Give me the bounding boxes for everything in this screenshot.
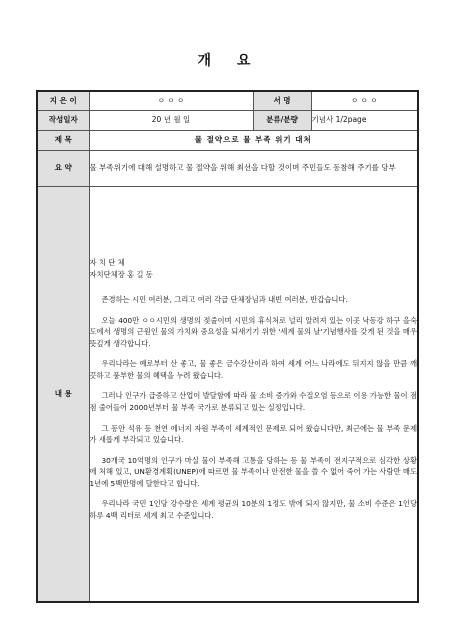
title-char-1: 개 bbox=[197, 53, 213, 69]
content-row bbox=[37, 186, 418, 602]
summary-form-table bbox=[36, 90, 419, 603]
page-title bbox=[0, 50, 450, 70]
subject-row bbox=[37, 130, 418, 150]
content-label: 내 용 bbox=[37, 186, 89, 602]
speaker-org: 자 치 단 체 bbox=[89, 258, 125, 268]
paragraph-7: 우리나라 국민 1인당 강수량은 세계 평균의 10분의 1정도 밖에 되지 않지만, 물 소비 수준은 1인당 하루 4백 리터로 세계 최고 수준입니다. bbox=[89, 499, 418, 520]
paragraph-5: 그 동안 석유 등 천연 에너지 자원 부족이 세계적인 문제로 되어 왔습니다만, 최근에는 물 부족 문제가 새롭게 부각되고 있습니다. bbox=[89, 423, 418, 445]
subject-label: 제 목 bbox=[37, 130, 89, 150]
author-value: ㅇ ㅇ ㅇ bbox=[89, 91, 253, 110]
signature-label: 서 명 bbox=[253, 91, 311, 110]
date-value: 20 년 월 일 bbox=[89, 110, 253, 130]
author-row bbox=[37, 91, 418, 110]
paragraph-4: 그러나 인구가 급증하고 산업이 발달함에 따라 물 소비 증가와 수질오염 등으로 이용 가능한 물이 점점 줄어들어 2000년부터 물 부족 국가로 분류되고 있는 실정입니다. bbox=[89, 391, 418, 412]
title-char-2: 요 bbox=[237, 53, 253, 69]
author-label: 지 은 이 bbox=[37, 91, 89, 110]
paragraph-6: 30개국 10억명의 인구가 마실 물이 부족해 고통을 당하는 등 물 부족이 전지구적으로 심각한 상황에 처해 있고, UN환경계획(UNEP)에 따르면 물 부족이나 안전한 물을 쓸 수 없어 죽어 가는 사람만 매도 1년에 5백만명에 달한다고 합니다. bbox=[89, 455, 418, 488]
summary-value: 물 부족위기에 대해 설명하고 물 절약을 위해 최선을 다할 것이며 주민들도 동참해 주기를 당부 bbox=[89, 150, 418, 186]
date-row bbox=[37, 110, 418, 130]
subject-value: 물 절약으로 물 부족 위기 대처 bbox=[89, 130, 418, 150]
summary-row bbox=[37, 150, 418, 186]
category-label: 분류/분량 bbox=[253, 110, 311, 130]
paragraph-3: 우리나라는 예로부터 산 좋고, 물 좋은 금수강산이라 하여 세계 어느 나라에도 뒤지지 않을 만큼 깨끗하고 풍부한 물의 혜택을 누려 왔습니다. bbox=[89, 359, 418, 380]
content-body bbox=[89, 186, 418, 602]
signature-value: ㅇ ㅇ ㅇ bbox=[311, 91, 418, 110]
date-label: 작성일자 bbox=[37, 110, 89, 130]
category-value: 기념사 1/2page bbox=[311, 110, 418, 130]
paragraph-1: 존경하는 시민 여러분, 그리고 여러 각급 단체장님과 내빈 여러분, 반갑습니다. bbox=[101, 295, 348, 305]
speaker-name: 자치단체장 홍 길 동 bbox=[89, 269, 153, 279]
summary-label: 요 약 bbox=[37, 150, 89, 186]
speaker-header bbox=[90, 257, 418, 280]
paragraph-2: 오늘 400만 ㅇㅇ시민의 생명의 젖줄이며 시민의 휴식처로 널리 알려져 있는 이곳 낙동강 하구 을숙도에서 생명의 근원인 물의 가치와 중요성을 되새기기 위한 '세계 물의 날'기념행사를 갖게 된 것을 매우 뜻깊게 생각합니다. bbox=[89, 315, 418, 348]
